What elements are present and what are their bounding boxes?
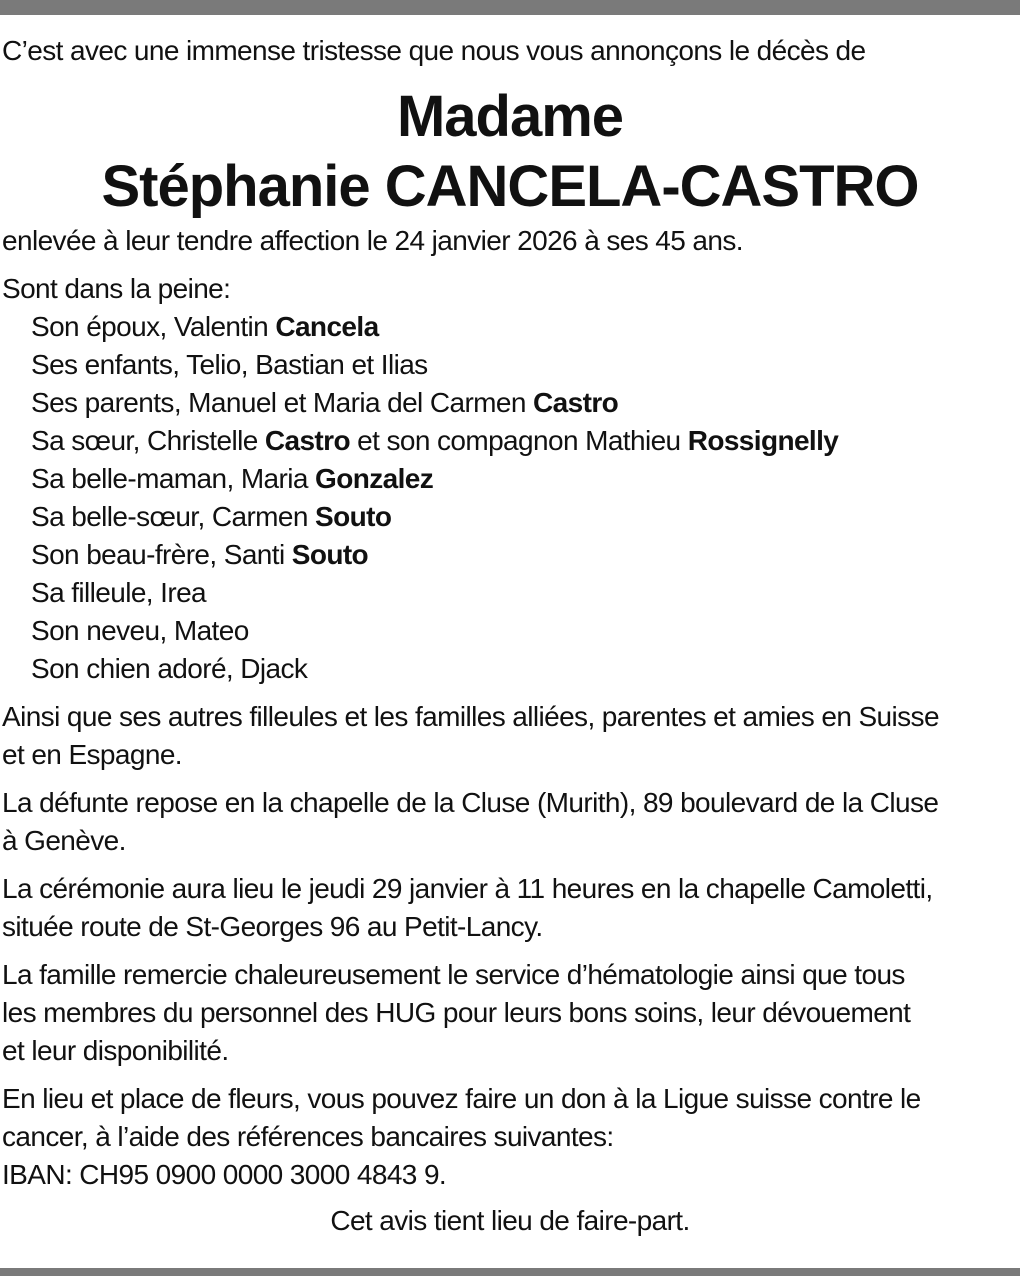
closing-note: Cet avis tient lieu de faire-part. <box>330 1205 690 1236</box>
obituary-notice <box>2 32 1018 1240</box>
mourner-item: Ses parents, Manuel et Maria del Carmen Castro <box>31 387 619 418</box>
ceremony-paragraph: La cérémonie aura lieu le jeudi 29 janvier à 11 heures en la chapelle Camoletti, située route de St-Georges 96 au Petit-Lancy. <box>2 873 933 942</box>
iban-text: IBAN: CH95 0900 0000 3000 4843 9. <box>2 1159 447 1190</box>
death-date-text: enlevée à leur tendre affection le 24 janvier 2026 à ses 45 ans. <box>2 225 743 256</box>
mourner-item: Sa belle-maman, Maria Gonzalez <box>31 463 434 494</box>
deceased-name <box>2 82 1018 222</box>
mourners-list <box>2 308 1018 688</box>
mourner-item: Son neveu, Mateo <box>31 615 249 646</box>
relatives-paragraph: Ainsi que ses autres filleules et les familles alliées, parentes et amies en Suisse et en Espagne. <box>2 701 939 770</box>
bottom-border <box>0 1268 1020 1276</box>
mourner-item: Son beau-frère, Santi Souto <box>31 539 369 570</box>
donation-paragraph: En lieu et place de fleurs, vous pouvez faire un don à la Ligue suisse contre le cancer, à l’aide des références bancaires suivantes: IBAN: CH95 0900 0000 3000 4843 9. <box>2 1080 1018 1194</box>
mourners-heading: Sont dans la peine: <box>2 273 231 304</box>
mourner-item: Sa sœur, Christelle Castro et son compagnon Mathieu Rossignelly <box>31 425 839 456</box>
intro-text: C’est avec une immense tristesse que nous vous annonçons le décès de <box>2 35 866 66</box>
title-honorific: Madame <box>396 84 624 149</box>
mourner-item: Son époux, Valentin Cancela <box>31 311 379 342</box>
mourner-item: Son chien adoré, Djack <box>31 653 308 684</box>
mourner-item: Sa belle-sœur, Carmen Souto <box>31 501 392 532</box>
mourner-item: Ses enfants, Telio, Bastian et Ilias <box>31 349 428 380</box>
top-border <box>0 0 1020 15</box>
mourner-item: Sa filleule, Irea <box>31 577 207 608</box>
viewing-location-paragraph: La défunte repose en la chapelle de la Cluse (Murith), 89 boulevard de la Cluse à Genève. <box>2 787 939 856</box>
title-full-name: Stéphanie CANCELA-CASTRO <box>101 154 919 219</box>
thanks-paragraph: La famille remercie chaleureusement le service d’hématologie ainsi que tous les membres du personnel des HUG pour leurs bons soins, leur dévouement et leur disponibilité. <box>2 959 911 1066</box>
